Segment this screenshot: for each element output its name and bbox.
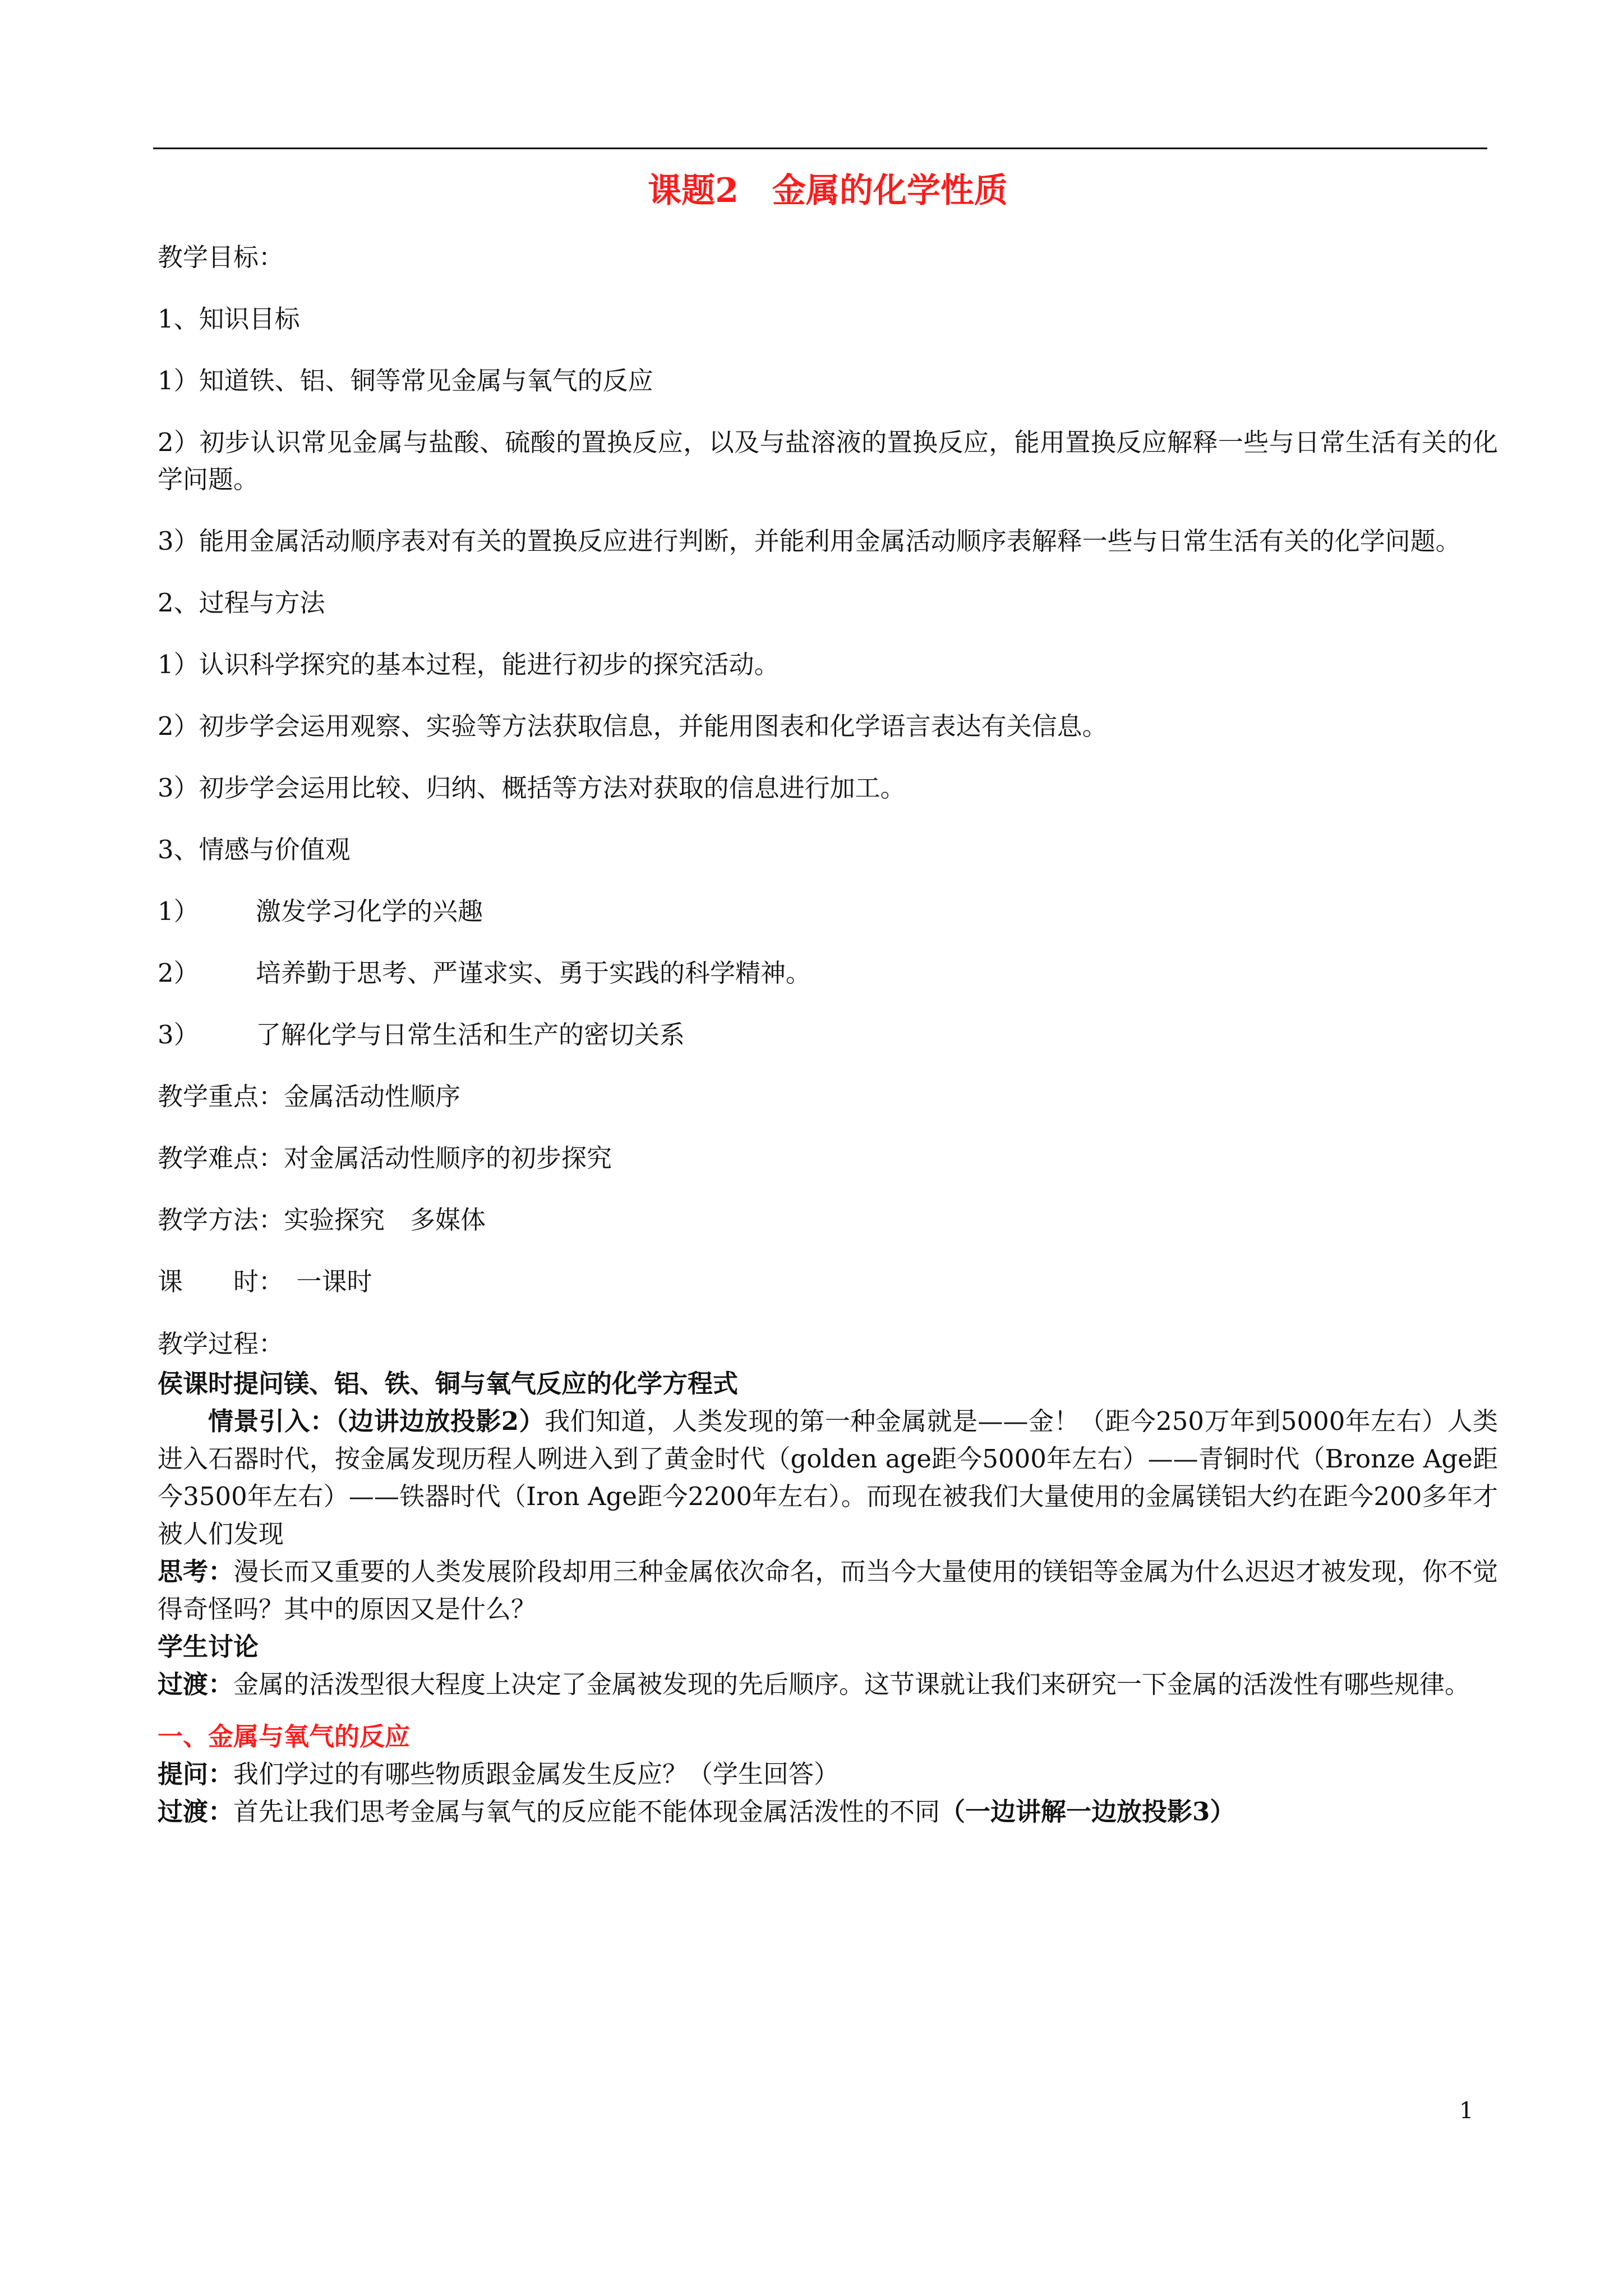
question-label: 提问： — [158, 1759, 234, 1789]
process-item: 1）认识科学探究的基本过程，能进行初步的探究活动。 — [158, 650, 780, 679]
process-heading: 教学过程： — [158, 1329, 284, 1359]
process-heading: 2、过程与方法 — [158, 588, 325, 618]
question-text: 我们学过的有哪些物质跟金属发生反应？（学生回答） — [233, 1759, 840, 1789]
knowledge-heading: 1、知识目标 — [158, 304, 300, 334]
objectives-heading: 教学目标： — [158, 242, 284, 272]
class-hours: 课 时： 一课时 — [158, 1267, 372, 1296]
list-text: 激发学习化学的兴趣 — [256, 896, 483, 926]
transition-label: 过渡： — [158, 1669, 234, 1699]
process-item: 2）初步学会运用观察、实验等方法获取信息，并能用图表和化学语言表达有关信息。 — [158, 711, 1108, 741]
list-number: 2） — [158, 958, 199, 988]
think-label: 思考： — [158, 1557, 234, 1586]
student-discussion: 学生讨论 — [158, 1632, 259, 1662]
difficulty: 教学难点：对金属活动性顺序的初步探究 — [158, 1143, 612, 1173]
document-body — [158, 168, 1498, 1830]
page-number: 1 — [1459, 2098, 1474, 2124]
knowledge-item: 1）知道铁、铝、铜等常见金属与氧气的反应 — [158, 366, 653, 395]
list-number: 3） — [158, 1020, 199, 1050]
knowledge-item: 3）能用金属活动顺序表对有关的置换反应进行判断，并能利用金属活动顺序表解释一些与日常生活有关的化学问题。 — [158, 526, 1461, 556]
header-rule — [153, 148, 1487, 149]
transition-paragraph — [158, 1793, 1498, 1830]
emotion-item — [158, 955, 1498, 992]
transition-label: 过渡： — [158, 1797, 234, 1826]
knowledge-item: 2）初步认识常见金属与盐酸、硫酸的置换反应，以及与盐溶液的置换反应，能用置换反应解释一些与日常生活有关的化学问题。 — [158, 427, 1498, 494]
document-title: 课题2 金属的化学性质 — [648, 171, 1008, 210]
emotion-heading: 3、情感与价值观 — [158, 835, 351, 864]
key-point: 教学重点：金属活动性顺序 — [158, 1082, 461, 1111]
intro-label: 情景引入：（边讲边放投影2） — [208, 1406, 545, 1436]
transition-paragraph — [158, 1665, 1498, 1703]
emotion-item — [158, 893, 1498, 930]
list-text: 培养勤于思考、严谨求实、勇于实践的科学精神。 — [256, 958, 811, 988]
list-text: 了解化学与日常生活和生产的密切关系 — [256, 1020, 685, 1050]
transition-text: 首先让我们思考金属与氧气的反应能不能体现金属活泼性的不同 — [233, 1797, 940, 1826]
emotion-item — [158, 1016, 1498, 1053]
list-number: 1） — [158, 896, 199, 926]
transition-tail: （一边讲解一边放投影3） — [940, 1797, 1235, 1826]
think-paragraph — [158, 1553, 1498, 1628]
intro-text: 我们知道，人类发现的第一种金属就是——金！（距今250万年到5000年左右）人类进入石器时代，按金属发现历程人咧进入到了黄金时代（golden age距今5000年左右）——青铜时代（Bronze Age距今3500年左右）——铁器时代（Iron Age距今2200年左右）。而现在被我们大量使用的金属镁铝大约在距今200多年才被人们发现 — [158, 1406, 1498, 1549]
section-heading: 一、金属与氧气的反应 — [158, 1722, 411, 1751]
review-question: 侯课时提问镁、铝、铁、铜与氧气反应的化学方程式 — [158, 1369, 739, 1398]
process-item: 3）初步学会运用比较、归纳、概括等方法对获取的信息进行加工。 — [158, 773, 906, 803]
intro-paragraph — [158, 1402, 1498, 1553]
think-text: 漫长而又重要的人类发展阶段却用三种金属依次命名，而当今大量使用的镁铝等金属为什么迟迟才被发现，你不觉得奇怪吗？其中的原因又是什么？ — [158, 1557, 1498, 1624]
transition-text: 金属的活泼型很大程度上决定了金属被发现的先后顺序。这节课就让我们来研究一下金属的活泼性有哪些规律。 — [233, 1669, 1470, 1699]
question-paragraph — [158, 1755, 1498, 1793]
teaching-method: 教学方法：实验探究 多媒体 — [158, 1205, 486, 1235]
